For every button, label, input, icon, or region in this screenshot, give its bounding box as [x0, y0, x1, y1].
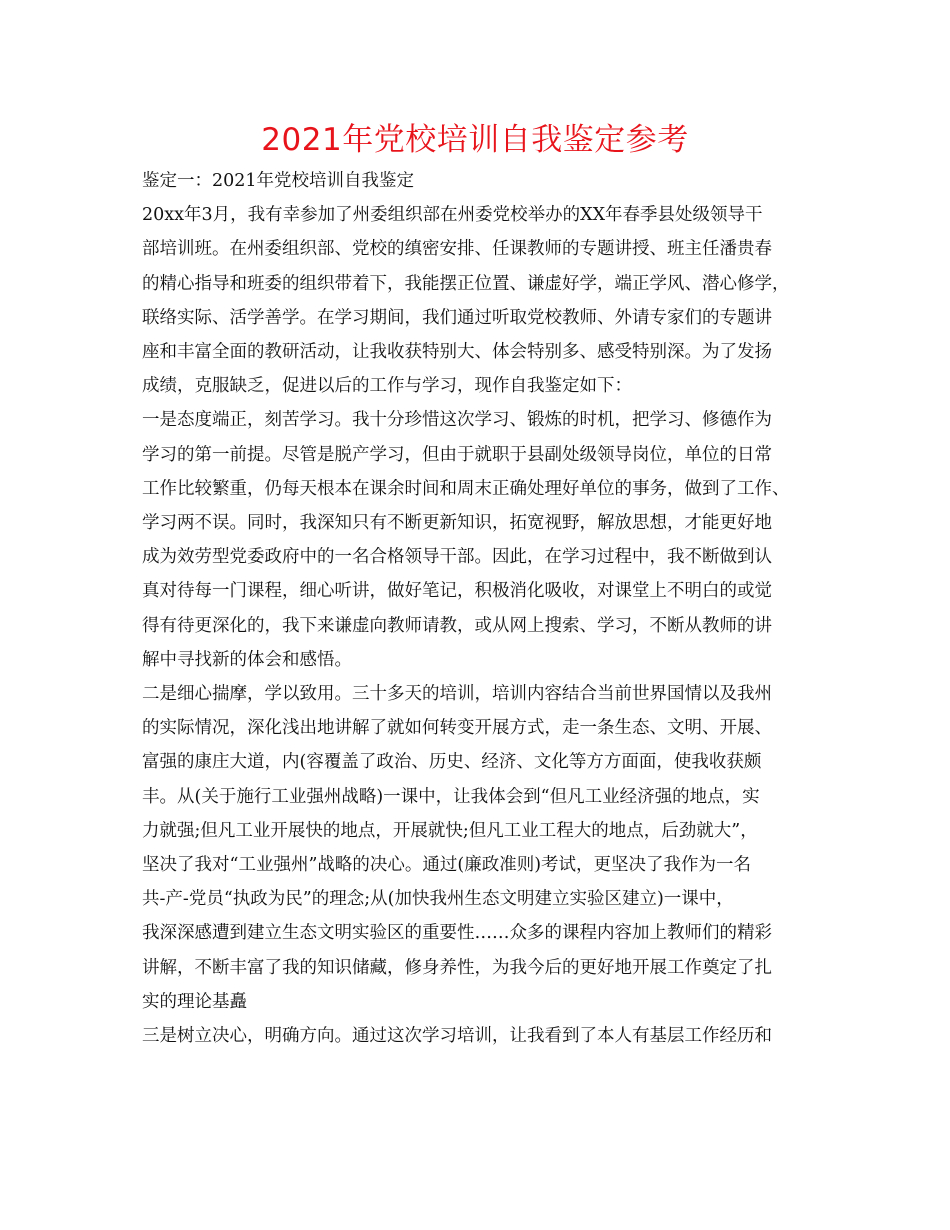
document-body — [142, 164, 814, 1053]
text-line: 解中寻找新的体会和感悟。 — [142, 649, 352, 670]
text-line: 工作比较繁重，仍每天根本在课余时间和周末正确处理好单位的事务，做到了工作、 — [142, 478, 790, 499]
text-line: 力就强;但凡工业开展快的地点，开展就快;但凡工业工程大的地点，后劲就大”， — [142, 820, 758, 841]
text-line: 共-产-党员“执政为民”的理念;从(加快我州生态文明建立实验区建立)一课中， — [142, 889, 734, 910]
text-line: 一是态度端正，刻苦学习。我十分珍惜这次学习、锻炼的时机，把学习、修德作为 — [142, 410, 772, 431]
text-line: 鉴定一：2021年党校培训自我鉴定 — [142, 171, 415, 191]
text-line: 学习两不误。同时，我深知只有不断更新知识，拓宽视野，解放思想，才能更好地 — [142, 513, 772, 534]
paragraph — [142, 198, 814, 403]
text-line: 联络实际、活学善学。在学习期间，我们通过听取党校教师、外请专家们的专题讲 — [142, 307, 772, 328]
section-heading — [142, 164, 814, 198]
text-line: 20xx年3月，我有幸参加了州委组织部在州委党校举办的XX年春季县处级领导干 — [142, 205, 763, 226]
paragraph — [142, 1019, 814, 1053]
text-line: 讲解，不断丰富了我的知识储藏，修身养性，为我今后的更好地开展工作奠定了扎 — [142, 957, 772, 978]
text-line: 成绩，克服缺乏，促进以后的工作与学习，现作自我鉴定如下： — [142, 376, 632, 397]
text-line: 学习的第一前提。尽管是脱产学习，但由于就职于县副处级领导岗位，单位的日常 — [142, 444, 772, 465]
text-line: 实的理论基矗 — [142, 991, 247, 1012]
text-line: 丰。从(关于施行工业强州战略)一课中，让我体会到“但凡工业经济强的地点，实 — [142, 786, 760, 807]
text-line: 二是细心揣摩，学以致用。三十多天的培训，培训内容结合当前世界国情以及我州 — [142, 684, 772, 705]
document-title: 2021年党校培训自我鉴定参考 — [261, 122, 689, 158]
text-line: 得有待更深化的，我下来谦虚向教师请教，或从网上搜索、学习，不断从教师的讲 — [142, 615, 772, 636]
text-line: 的精心指导和班委的组织带着下，我能摆正位置、谦虚好学，端正学风、潜心修学， — [142, 273, 790, 294]
text-line: 座和丰富全面的教研活动，让我收获特别大、体会特别多、感受特别深。为了发扬 — [142, 342, 772, 363]
text-line: 真对待每一门课程，细心听讲，做好笔记，积极消化吸收，对课堂上不明白的或觉 — [142, 581, 772, 602]
paragraph — [142, 403, 814, 677]
text-line: 富强的康庄大道，内(容覆盖了政治、历史、经济、文化等方方面面，使我收获颇 — [142, 752, 762, 773]
text-line: 的实际情况，深化浅出地讲解了就如何转变开展方式，走一条生态、文明、开展、 — [142, 718, 772, 739]
text-line: 成为效劳型党委政府中的一名合格领导干部。因此，在学习过程中，我不断做到认 — [142, 547, 772, 568]
text-line: 部培训班。在州委组织部、党校的缜密安排、任课教师的专题讲授、班主任潘贵春 — [142, 239, 772, 260]
text-line: 我深深感遭到建立生态文明实验区的重要性……众多的课程内容加上教师们的精彩 — [142, 923, 772, 944]
paragraph — [142, 677, 814, 1019]
text-line: 三是树立决心，明确方向。通过这次学习培训，让我看到了本人有基层工作经历和 — [142, 1026, 772, 1047]
text-line: 坚决了我对“工业强州”战略的决心。通过(廉政准则)考试，更坚决了我作为一名 — [142, 855, 752, 876]
